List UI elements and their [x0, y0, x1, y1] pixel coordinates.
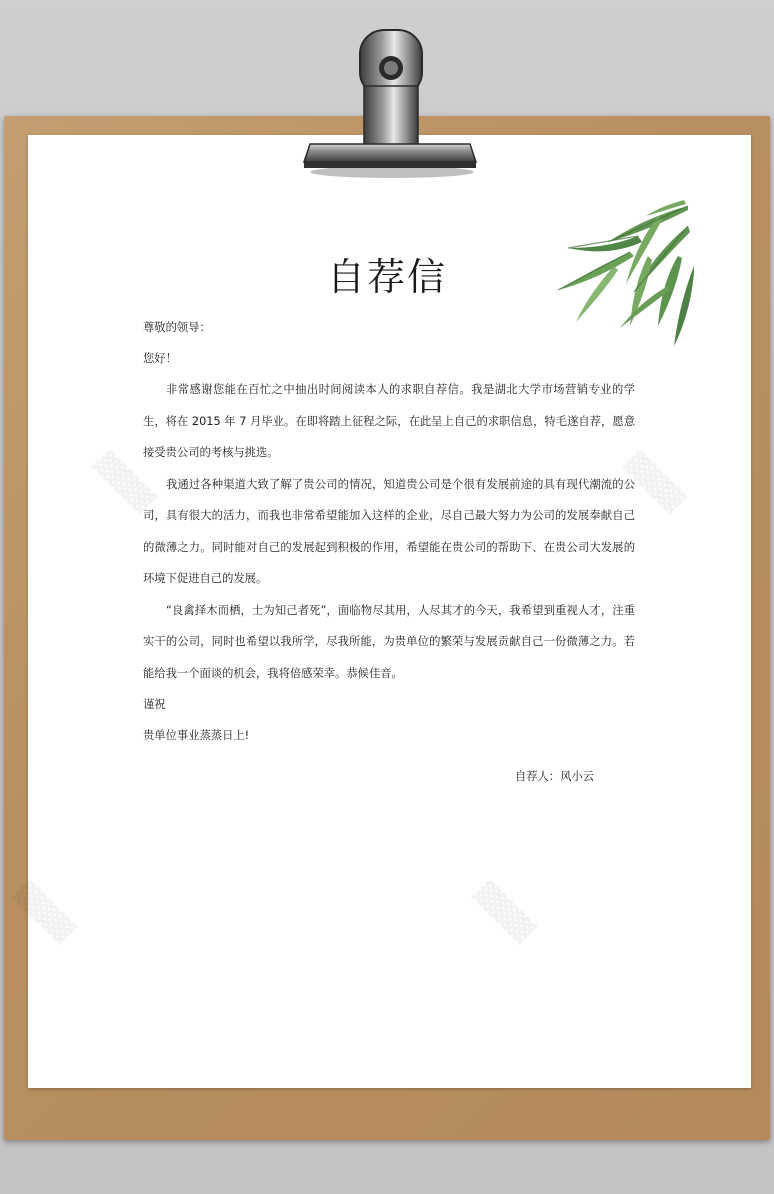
- watermark: ▓▓▓▓: [471, 879, 537, 946]
- paragraph-company: 我通过各种渠道大致了解了贵公司的情况，知道贵公司是个很有发展前途的具有现代潮流的公司，具有很大的活力，而我也非常希望能加入这样的企业，尽自己最大努力为公司的发展奉献自己的微薄之力。同时能对自己的发展起到积极的作用，希望能在贵公司的帮助下、在贵公司大发展的环境下促进自己的发展。: [143, 477, 635, 585]
- greeting: 您好！: [143, 352, 177, 365]
- salutation: 尊敬的领导：: [143, 321, 211, 334]
- letter-body: [143, 312, 635, 751]
- paragraph-motto: “良禽择木而栖，士为知己者死”，面临物尽其用，人尽其才的今天，我希望到重视人才，注重实干的公司，同时也希望以我所学，尽我所能，为贵单位的繁荣与发展贡献自己一份微薄之力。若能给我一个面谈的机会，我将倍感荣幸。恭候佳音。: [143, 603, 635, 680]
- binder-clip-icon: [300, 26, 480, 178]
- wish: 贵单位事业蒸蒸日上!: [143, 729, 250, 742]
- watermark: ▓▓▓▓: [11, 879, 77, 946]
- watermark: ▓▓▓▓: [91, 449, 157, 516]
- watermark: ▓▓▓▓: [621, 449, 687, 516]
- closing: 谨祝: [143, 698, 166, 711]
- letter-title: 自荐信: [326, 255, 447, 299]
- signature: 自荐人：风小云: [515, 770, 595, 783]
- paragraph-intro: 非常感谢您能在百忙之中抽出时间阅读本人的求职自荐信。我是湖北大学市场营销专业的学生，将在 2015 年 7 月毕业。在即将踏上征程之际，在此呈上自己的求职信息，特毛遂自荐，愿意接受贵公司的考核与挑选。: [143, 383, 635, 459]
